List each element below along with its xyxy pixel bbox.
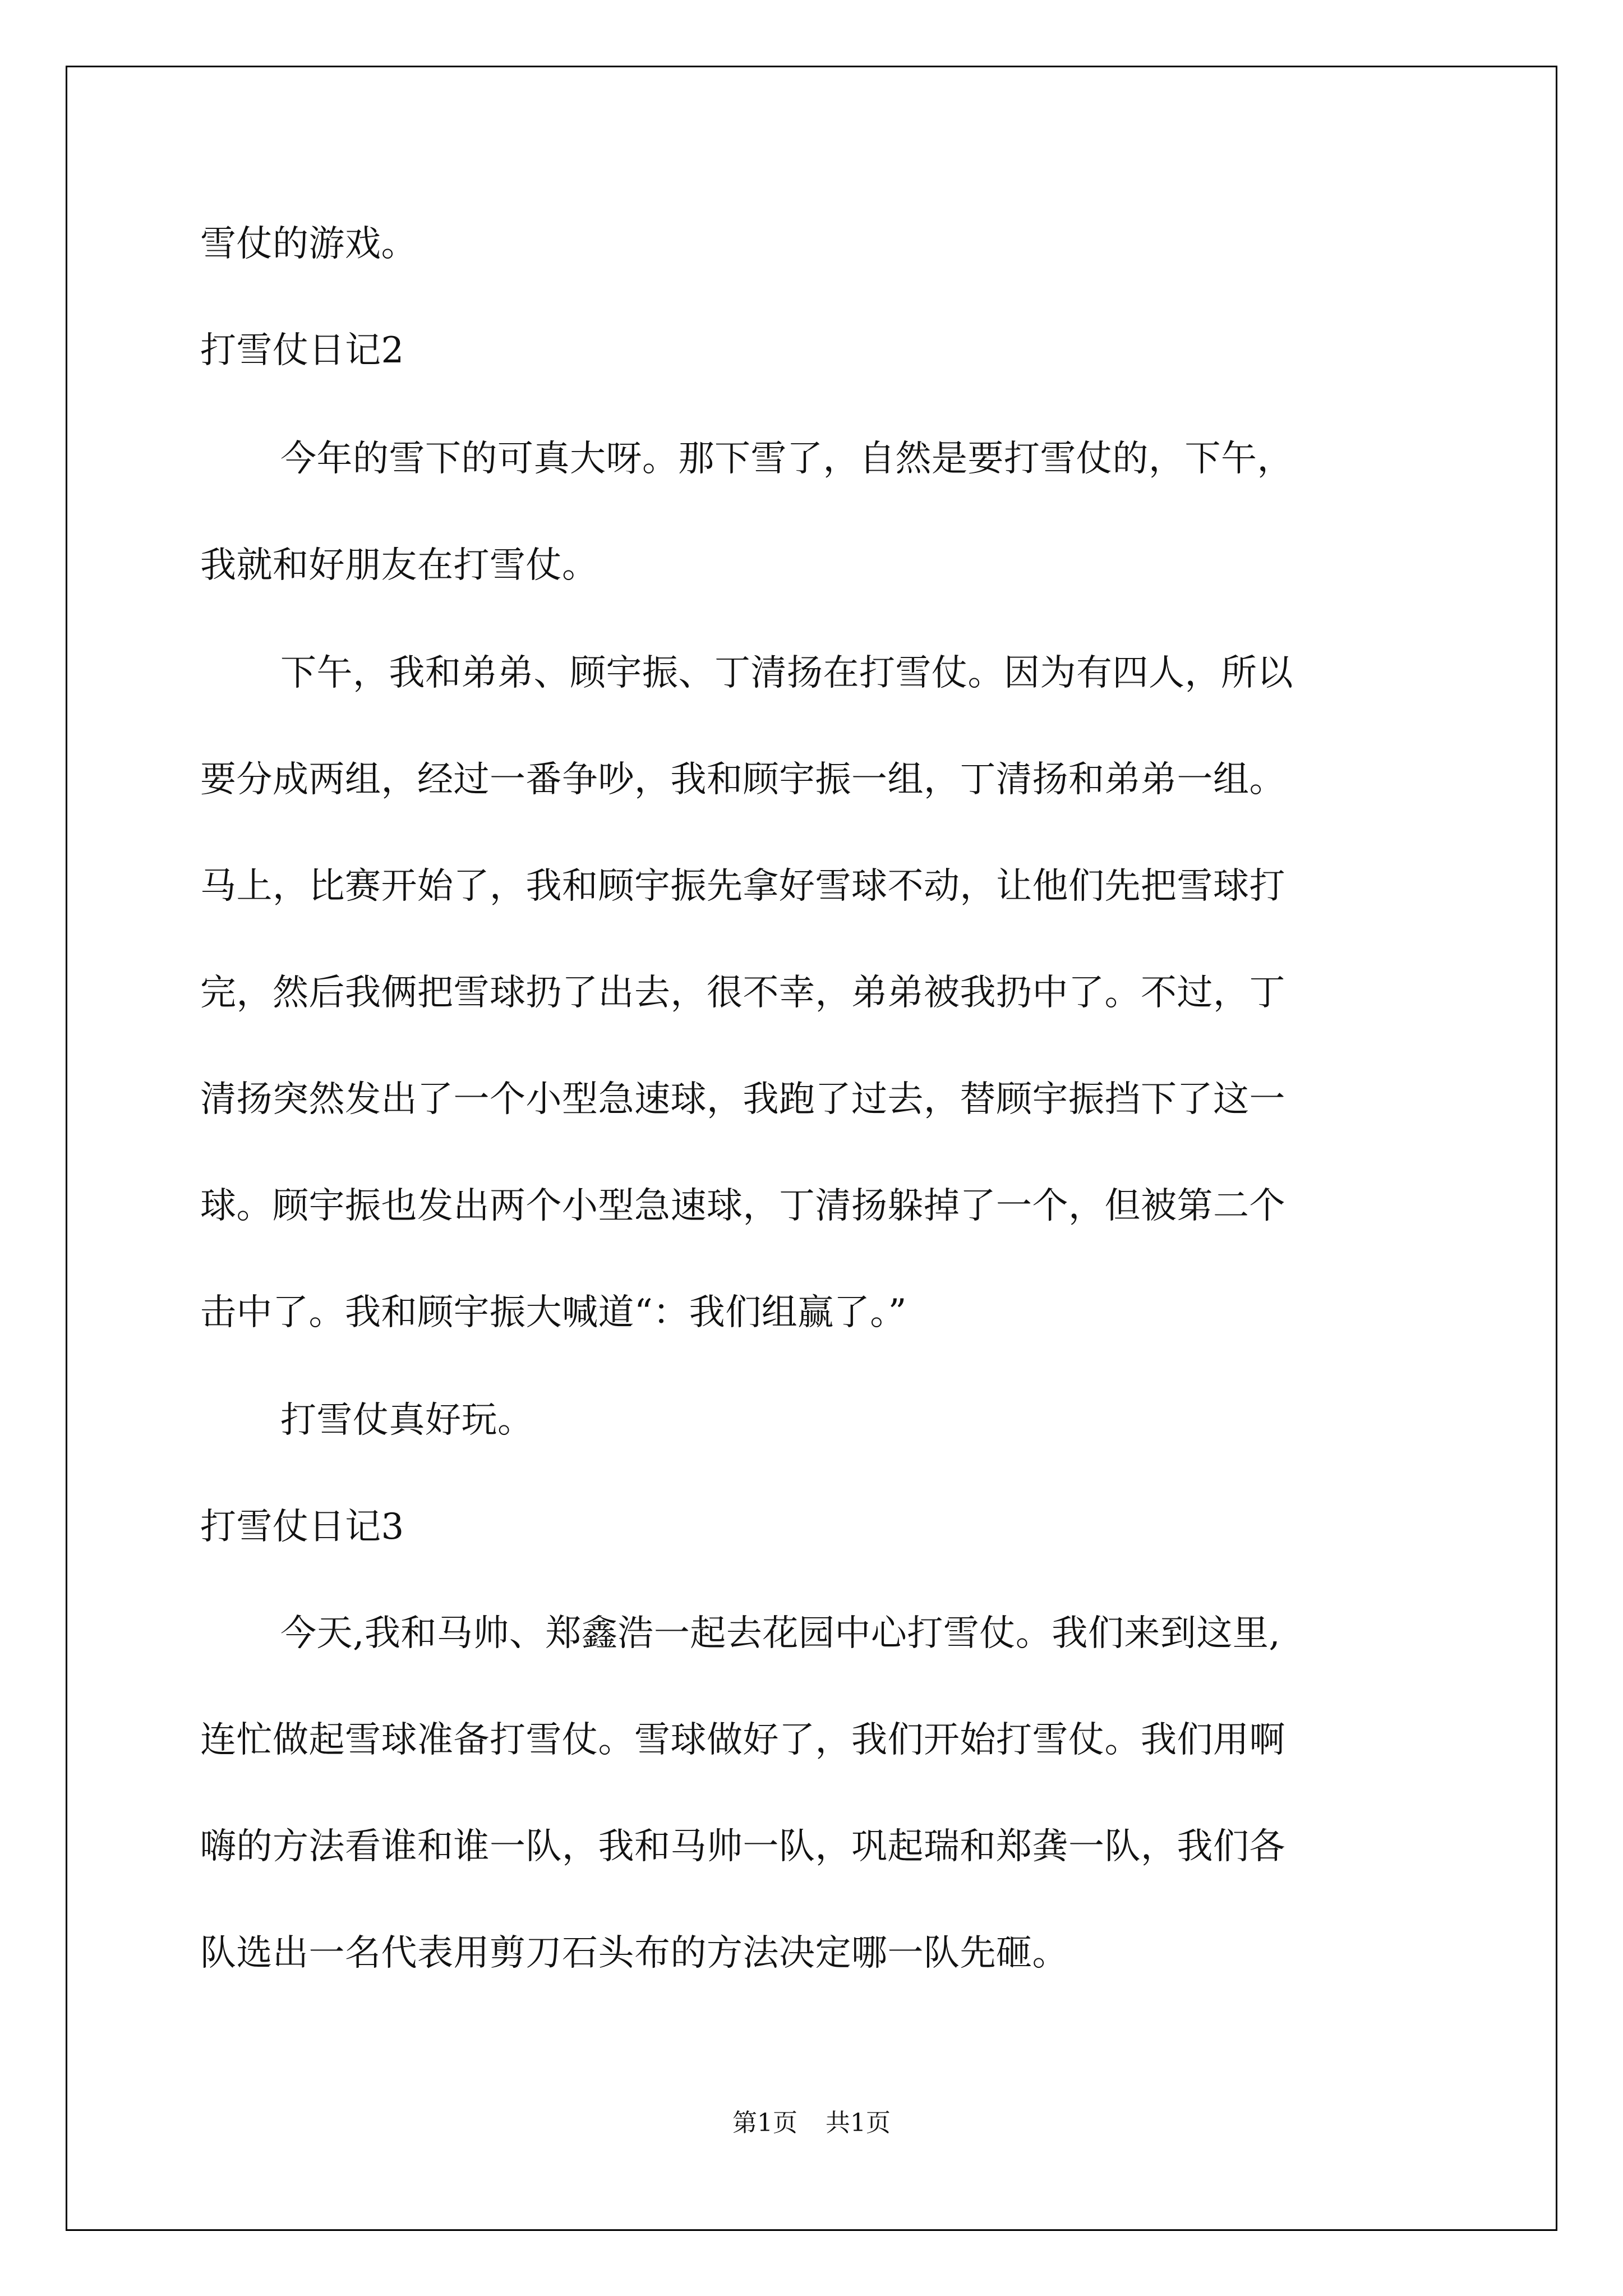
text-line: 打雪仗真好玩。 <box>280 1400 534 1441</box>
text-line: 嗨的方法看谁和谁一队，我和马帅一队，巩起瑞和郑龚一队，我们各 <box>200 1826 1285 1867</box>
text-line: 连忙做起雪球准备打雪仗。雪球做好了，我们开始打雪仗。我们用啊 <box>200 1719 1285 1761</box>
text-line: 队选出一名代表用剪刀石头布的方法决定哪一队先砸。 <box>200 1932 1068 1974</box>
text-line: 击中了。我和顾宇振大喊道“：我们组赢了。” <box>200 1292 907 1333</box>
text-line: 雪仗的游戏。 <box>200 223 417 265</box>
page-number-current: 第1页 <box>732 2109 797 2137</box>
text-line: 下午，我和弟弟、顾宇振、丁清扬在打雪仗。因为有四人，所以 <box>280 652 1293 694</box>
page-border <box>66 66 1557 2231</box>
text-line: 马上，比赛开始了，我和顾宇振先拿好雪球不动，让他们先把雪球打 <box>200 866 1285 907</box>
text-line: 今天,我和马帅、郑鑫浩一起去花园中心打雪仗。我们来到这里, <box>280 1613 1281 1654</box>
page-number-total: 共1页 <box>826 2109 891 2137</box>
text-line: 完，然后我俩把雪球扔了出去，很不幸，弟弟被我扔中了。不过，丁 <box>200 972 1285 1014</box>
page-footer <box>0 2106 1623 2140</box>
text-line: 今年的雪下的可真大呀。那下雪了，自然是要打雪仗的，下午， <box>280 438 1293 480</box>
section-heading: 打雪仗日记2 <box>200 330 404 371</box>
section-heading: 打雪仗日记3 <box>200 1506 404 1548</box>
text-line: 我就和好朋友在打雪仗。 <box>200 545 598 586</box>
text-line: 要分成两组，经过一番争吵，我和顾宇振一组，丁清扬和弟弟一组。 <box>200 759 1285 800</box>
text-line: 球。顾宇振也发出两个小型急速球，丁清扬躲掉了一个，但被第二个 <box>200 1185 1285 1227</box>
text-line: 清扬突然发出了一个小型急速球，我跑了过去，替顾宇振挡下了这一 <box>200 1079 1285 1120</box>
